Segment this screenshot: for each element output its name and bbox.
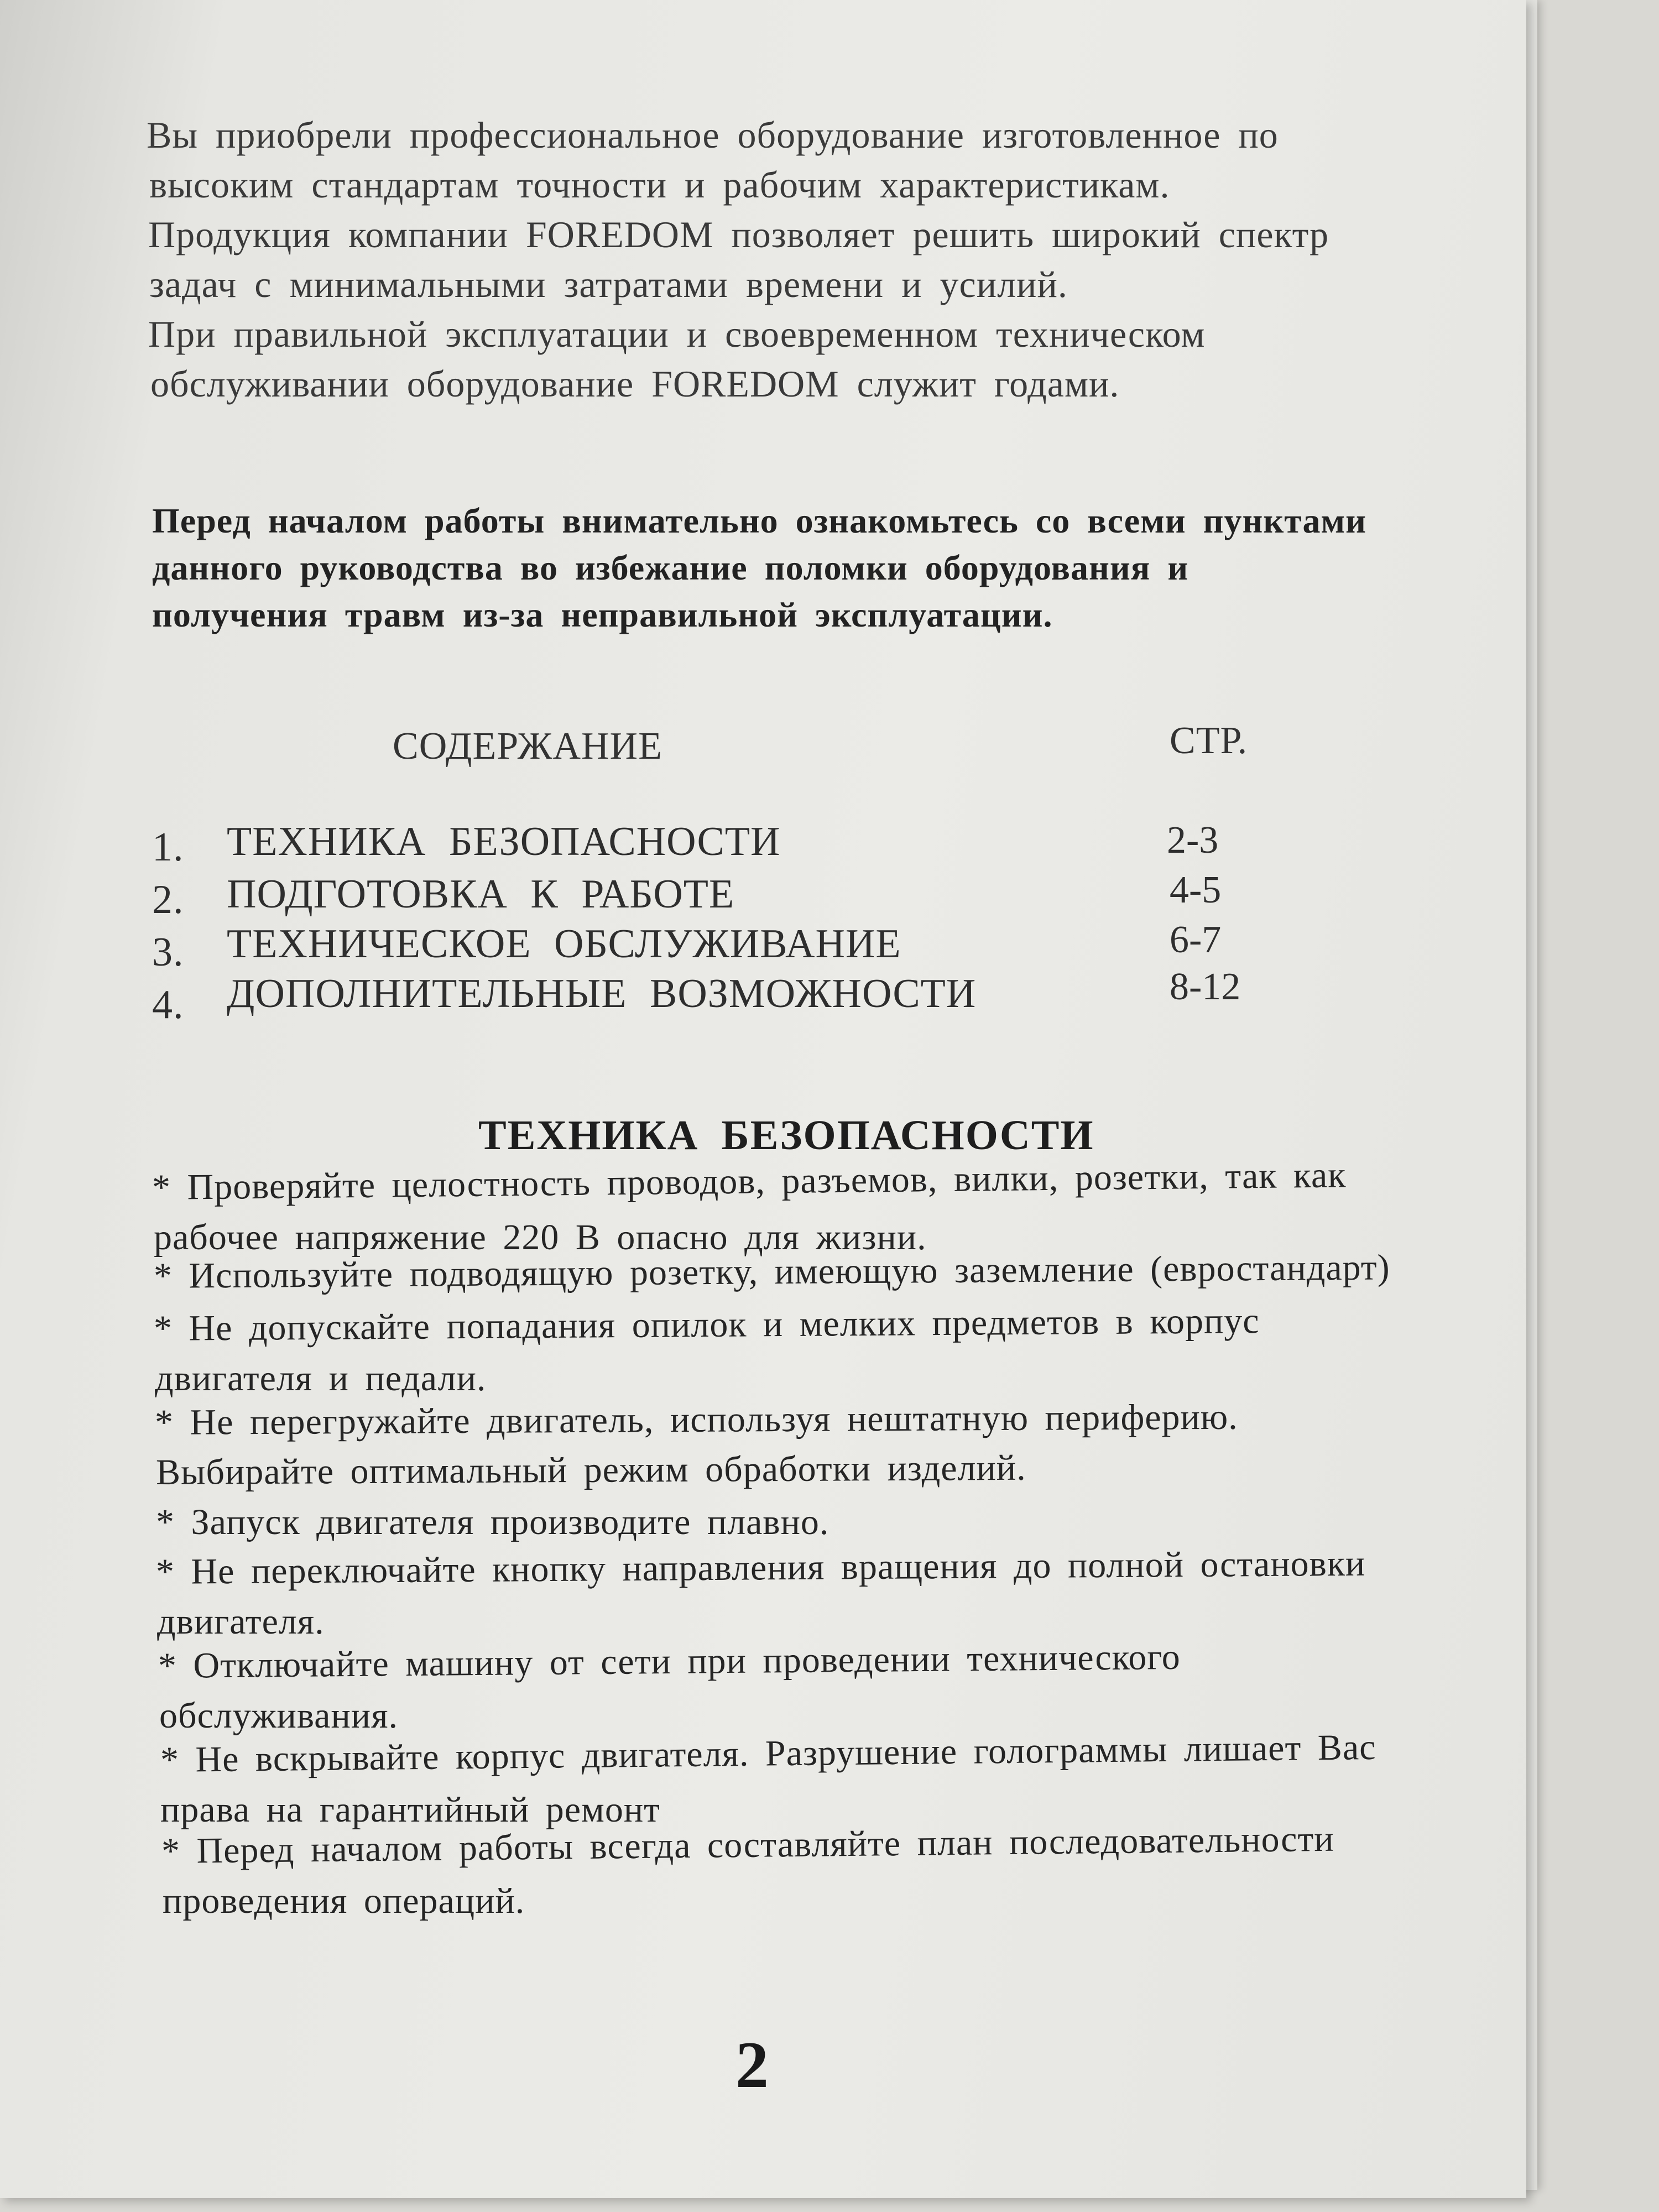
safety-line: обслуживания.	[159, 1695, 398, 1736]
intro-line: При правильной эксплуатации и своевременном техническом	[148, 313, 1206, 355]
safety-line: * Отключайте машину от сети при проведении технического	[158, 1636, 1181, 1686]
toc-item-number: 2.	[152, 877, 184, 922]
safety-line: двигателя и педали.	[155, 1358, 487, 1399]
toc-item-pages: 4-5	[1170, 869, 1222, 911]
warning-line: Перед началом работы внимательно ознакомьтесь со всеми пунктами	[152, 501, 1366, 540]
page-number: 2	[735, 2028, 769, 2101]
warning-line: получения травм из-за неправильной эксплуатации.	[152, 595, 1053, 634]
toc-item-title: ПОДГОТОВКА К РАБОТЕ	[227, 872, 735, 917]
safety-line: * Перед началом работы всегда составляйте план последовательности	[161, 1818, 1334, 1871]
toc-item-pages: 8-12	[1170, 966, 1241, 1008]
safety-line: рабочее напряжение 220 В опасно для жизни.	[154, 1217, 927, 1258]
intro-line: высоким стандартам точности и рабочим характеристикам.	[149, 164, 1170, 206]
safety-line: проведения операций.	[163, 1881, 525, 1921]
intro-line: Вы приобрели профессиональное оборудование изготовленное по	[147, 114, 1279, 156]
toc-page-heading: СТР.	[1170, 719, 1248, 762]
toc-item-title: ТЕХНИКА БЕЗОПАСНОСТИ	[227, 819, 781, 864]
warning-line: данного руководства во избежание поломки оборудования и	[152, 548, 1189, 587]
toc-item-number: 1.	[152, 825, 184, 870]
toc-item-title: ТЕХНИЧЕСКОЕ ОБСЛУЖИВАНИЕ	[227, 921, 901, 967]
safety-line: * Используйте подводящую розетку, имеющую заземление (евростандарт)	[153, 1247, 1390, 1296]
safety-line: * Не переключайте кнопку направления вращения до полной остановки	[155, 1543, 1366, 1592]
toc-item-pages: 6-7	[1170, 919, 1222, 961]
safety-line: двигателя.	[157, 1601, 325, 1642]
toc-heading: СОДЕРЖАНИЕ	[393, 725, 662, 768]
intro-line: задач с минимальными затратами времени и усилий.	[149, 263, 1068, 305]
toc-item-title: ДОПОЛНИТЕЛЬНЫЕ ВОЗМОЖНОСТИ	[227, 971, 977, 1016]
toc-item-number: 3.	[152, 930, 184, 975]
intro-line: обслуживании оборудование FOREDOM служит годами.	[150, 363, 1120, 405]
safety-line: * Не допускайте попадания опилок и мелких предметов в корпус	[153, 1301, 1260, 1349]
intro-line: Продукция компании FOREDOM позволяет решить широкий спектр	[148, 213, 1329, 255]
toc-item-number: 4.	[152, 982, 184, 1027]
safety-line: * Не перегружайте двигатель, используя нештатную периферию.	[154, 1396, 1238, 1443]
section-title: ТЕХНИКА БЕЗОПАСНОСТИ	[478, 1112, 1094, 1159]
safety-line: * Запуск двигателя производите плавно.	[156, 1502, 830, 1542]
safety-line: Выбирайте оптимальный режим обработки изделий.	[155, 1447, 1026, 1493]
safety-line: * Проверяйте целостность проводов, разъемов, вилки, розетки, так как	[152, 1155, 1347, 1208]
safety-line: * Не вскрывайте корпус двигателя. Разрушение голограммы лишает Вас	[160, 1726, 1376, 1780]
safety-line: права на гарантийный ремонт	[160, 1790, 660, 1830]
toc-item-pages: 2-3	[1167, 819, 1219, 862]
